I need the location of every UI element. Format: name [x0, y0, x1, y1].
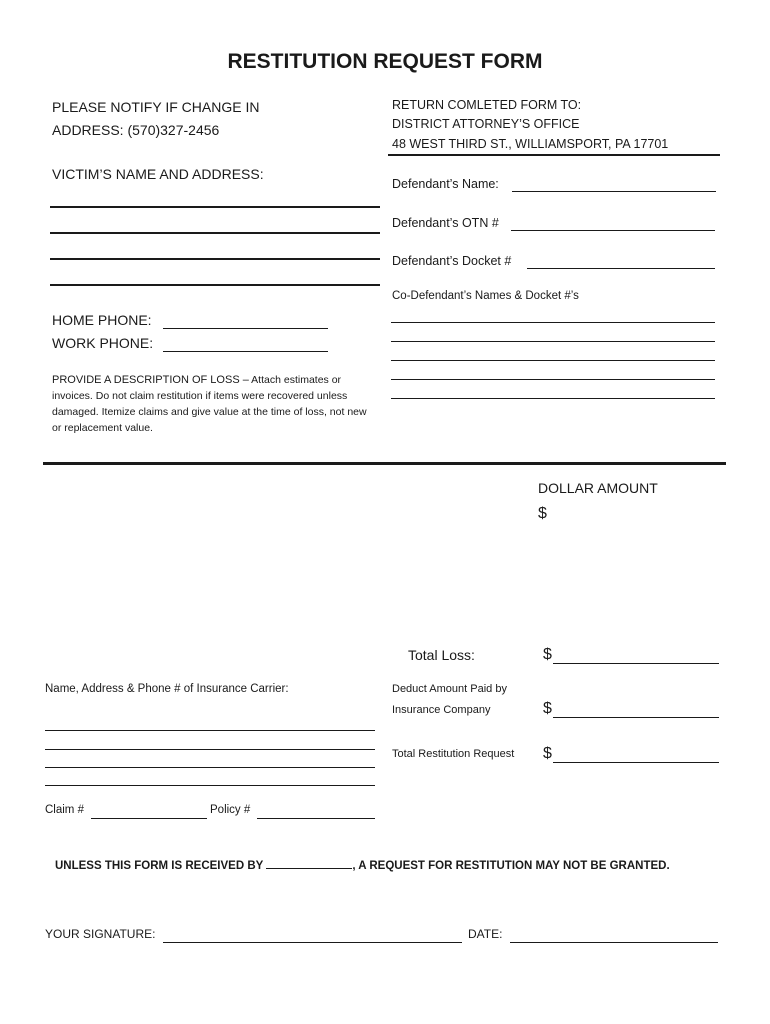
work-phone-label: WORK PHONE: [52, 335, 154, 351]
loss-description-lead: PROVIDE A DESCRIPTION OF LOSS – [52, 374, 249, 386]
loss-description [52, 372, 372, 436]
insurance-line-2[interactable] [45, 749, 375, 750]
return-line-3: 48 WEST THIRD ST., WILLIAMSPORT, PA 17701 [392, 137, 669, 151]
defendant-otn-label: Defendant’s OTN # [392, 216, 499, 230]
home-phone-field[interactable] [163, 328, 328, 329]
total-restitution-currency: $ [543, 745, 552, 762]
codefendant-line-2[interactable] [391, 341, 715, 342]
notify-line-1: PLEASE NOTIFY IF CHANGE IN [52, 99, 260, 115]
victim-address-line-4[interactable] [50, 284, 380, 286]
dollar-amount-label: DOLLAR AMOUNT [538, 480, 658, 496]
policy-field[interactable] [257, 818, 375, 819]
defendant-name-field[interactable] [512, 191, 716, 192]
deduct-field[interactable] [553, 717, 719, 718]
codefendant-line-1[interactable] [391, 322, 715, 323]
total-loss-label: Total Loss: [408, 647, 475, 663]
insurance-label: Name, Address & Phone # of Insurance Carrier: [45, 683, 289, 695]
victim-address-line-2[interactable] [50, 232, 380, 234]
insurance-line-4[interactable] [45, 785, 375, 786]
form-title: RESTITUTION REQUEST FORM [227, 50, 543, 73]
defendant-docket-label: Defendant’s Docket # [392, 254, 512, 268]
total-restitution-label: Total Restitution Request [392, 748, 515, 760]
signature-field[interactable] [163, 942, 462, 943]
dollar-amount-symbol: $ [538, 505, 547, 522]
deadline-notice-after: , A REQUEST FOR RESTITUTION MAY NOT BE GRANTED. [352, 860, 670, 872]
total-loss-currency: $ [543, 646, 552, 663]
codefendant-line-3[interactable] [391, 360, 715, 361]
deduct-label-line-1: Deduct Amount Paid by [392, 683, 507, 695]
victim-address-line-1[interactable] [50, 206, 380, 208]
deadline-notice [55, 856, 670, 872]
date-field[interactable] [510, 942, 718, 943]
return-divider [388, 154, 720, 156]
victim-label: VICTIM’S NAME AND ADDRESS: [52, 166, 264, 182]
section-divider [43, 462, 726, 465]
deduct-currency: $ [543, 700, 552, 717]
insurance-line-1[interactable] [45, 730, 375, 731]
claim-field[interactable] [91, 818, 207, 819]
date-label: DATE: [468, 927, 503, 941]
loss-description-instructions: Attach estimates or invoices. Do not claim restitution if items were recovered unless damaged. Itemize claims and give value at the time of loss, not new or replacement value. [52, 374, 367, 434]
defendant-otn-field[interactable] [511, 230, 715, 231]
insurance-line-3[interactable] [45, 767, 375, 768]
defendant-name-label: Defendant’s Name: [392, 177, 499, 191]
claim-label: Claim # [45, 804, 84, 816]
codefendant-line-5[interactable] [391, 398, 715, 399]
notify-line-2: ADDRESS: (570)327-2456 [52, 122, 220, 138]
return-line-2: DISTRICT ATTORNEY’S OFFICE [392, 117, 580, 131]
codefendant-label: Co-Defendant’s Names & Docket #’s [392, 290, 579, 302]
deadline-date-field[interactable] [266, 856, 352, 869]
signature-label: YOUR SIGNATURE: [45, 927, 156, 941]
defendant-docket-field[interactable] [527, 268, 715, 269]
work-phone-field[interactable] [163, 351, 328, 352]
victim-address-line-3[interactable] [50, 258, 380, 260]
policy-label: Policy # [210, 804, 251, 816]
return-line-1: RETURN COMLETED FORM TO: [392, 98, 582, 112]
total-restitution-field[interactable] [553, 762, 719, 763]
codefendant-line-4[interactable] [391, 379, 715, 380]
home-phone-label: HOME PHONE: [52, 312, 152, 328]
total-loss-field[interactable] [553, 663, 719, 664]
deadline-notice-before: UNLESS THIS FORM IS RECEIVED BY [55, 860, 264, 872]
deduct-label-line-2: Insurance Company [392, 704, 491, 716]
